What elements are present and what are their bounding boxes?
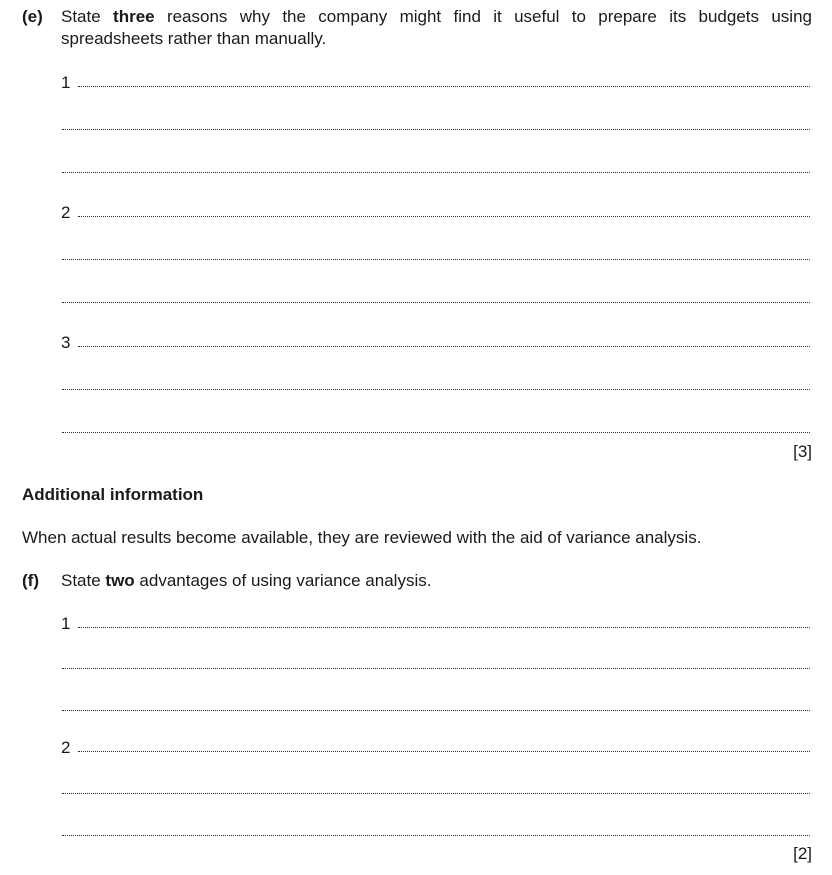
answer-f1-line-1[interactable] <box>78 625 810 628</box>
answer-e1-line-1[interactable] <box>78 84 810 87</box>
answer-e2-line-1[interactable] <box>78 214 810 217</box>
answer-f1-line-3[interactable] <box>62 708 810 711</box>
question-e-text-line2: spreadsheets rather than manually. <box>61 29 327 48</box>
question-e-text-line1 <box>61 6 812 27</box>
additional-info-heading: Additional information <box>22 485 204 504</box>
answer-e1-line-3[interactable] <box>62 170 810 173</box>
answer-e3-line-1[interactable] <box>78 344 810 347</box>
question-e-text-bold: three <box>113 7 155 26</box>
answer-f2-number: 2 <box>61 738 71 757</box>
answer-e1-number: 1 <box>61 73 71 92</box>
answer-e1-line-2[interactable] <box>62 127 810 130</box>
answer-e2-line-2[interactable] <box>62 257 810 260</box>
question-f-text-post: advantages of using variance analysis. <box>134 571 432 590</box>
question-e-text-pre: State <box>61 7 114 26</box>
question-e-label: (e) <box>22 7 43 26</box>
question-e-text-post: reasons why the company might find it useful to prepare its budgets using <box>154 7 812 26</box>
question-f-text-pre: State <box>61 571 106 590</box>
answer-e2-line-3[interactable] <box>62 300 810 303</box>
answer-e2-number: 2 <box>61 203 71 222</box>
answer-f1-line-2[interactable] <box>62 666 810 669</box>
question-f-marks: [2] <box>793 844 812 863</box>
additional-info-body: When actual results become available, they are reviewed with the aid of variance analysis. <box>22 528 702 547</box>
answer-e3-line-3[interactable] <box>62 430 810 433</box>
answer-f2-line-2[interactable] <box>62 791 810 794</box>
answer-f2-line-3[interactable] <box>62 833 810 836</box>
question-f-text-bold: two <box>105 571 135 590</box>
answer-f1-number: 1 <box>61 614 71 633</box>
question-f-text <box>61 570 431 591</box>
answer-e3-number: 3 <box>61 333 71 352</box>
answer-f2-line-1[interactable] <box>78 749 810 752</box>
question-e-marks: [3] <box>793 442 812 461</box>
question-f-label: (f) <box>22 571 39 590</box>
answer-e3-line-2[interactable] <box>62 387 810 390</box>
